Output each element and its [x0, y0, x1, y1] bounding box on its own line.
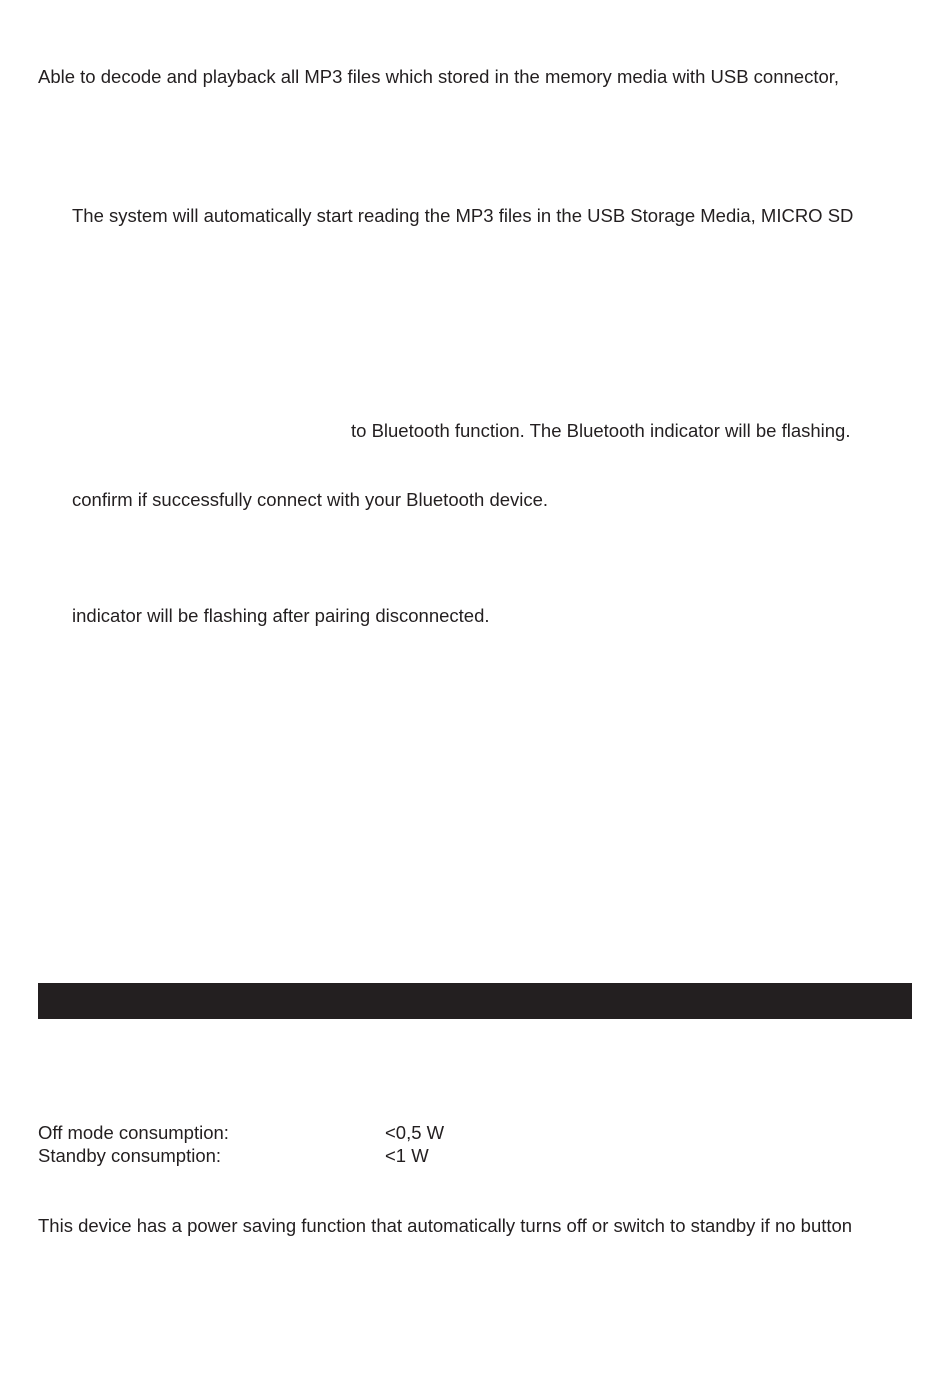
spec-row-off-mode [38, 1122, 638, 1144]
usb-intro-text: Able to decode and playback all MP3 files which stored in the memory media with USB connector, [38, 66, 840, 87]
section-header-bar [38, 983, 912, 1019]
spec-label: Off mode consumption: [38, 1122, 229, 1143]
bluetooth-line-1: to Bluetooth function. The Bluetooth indicator will be flashing. [351, 420, 851, 441]
usb-step-text: The system will automatically start reading the MP3 files in the USB Storage Media, MICRO SD [72, 205, 854, 226]
spec-row-standby [38, 1145, 638, 1167]
bluetooth-line-3: indicator will be flashing after pairing disconnected. [72, 605, 490, 626]
spec-label: Standby consumption: [38, 1145, 222, 1166]
power-saving-note: This device has a power saving function that automatically turns off or switch to standby if no button [38, 1215, 853, 1236]
spec-value: <0,5 W [385, 1122, 445, 1143]
spec-value: <1 W [385, 1145, 429, 1166]
bluetooth-line-2: confirm if successfully connect with your Bluetooth device. [72, 489, 549, 510]
